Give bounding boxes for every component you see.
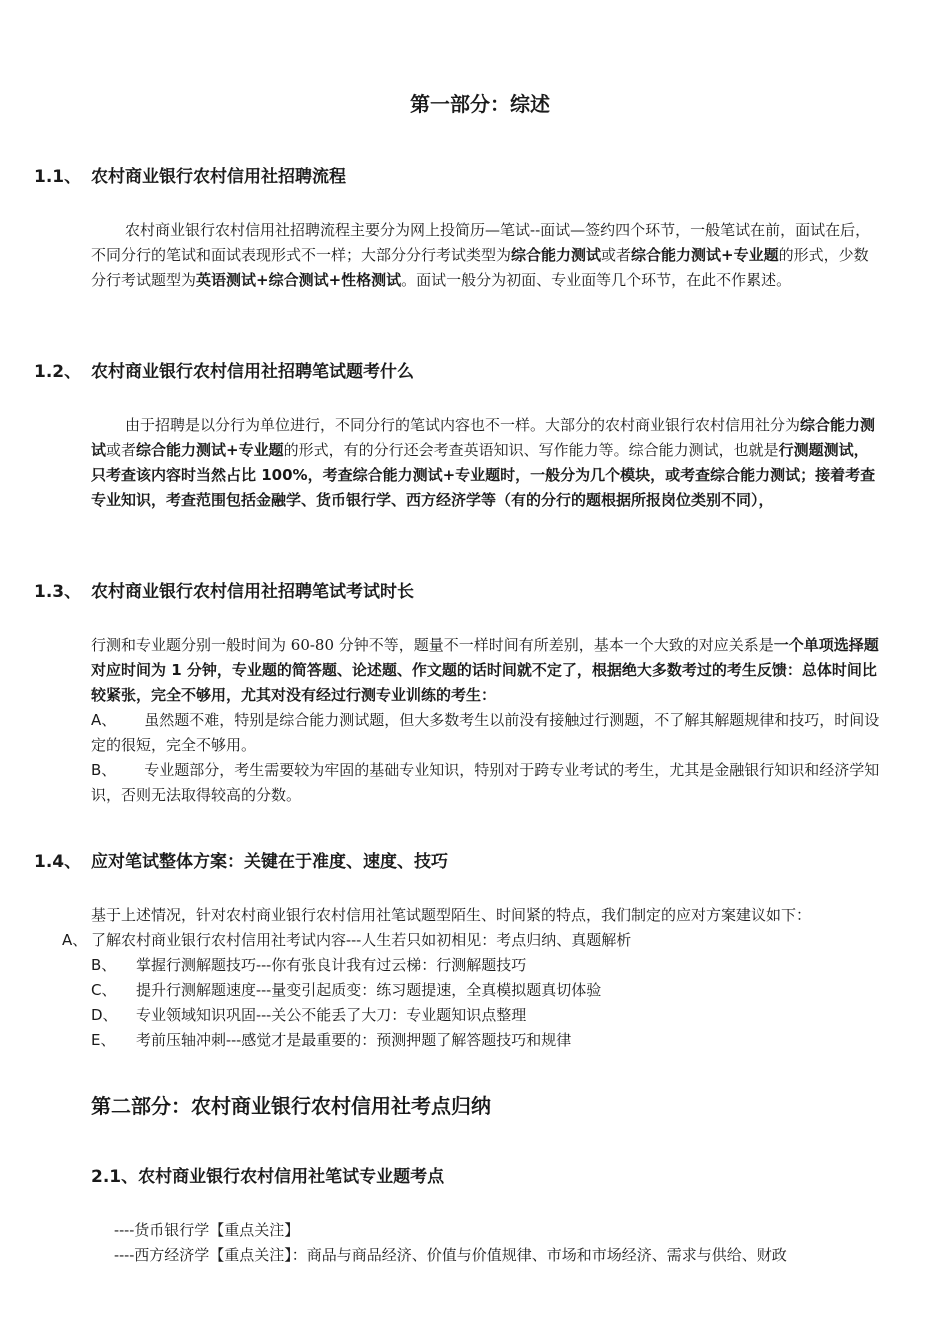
body-text: 由于招聘是以分行为单位进行，不同分行的笔试内容也不一样。大部分的农村商业银行农村信用社分为 xyxy=(125,416,801,434)
emphasis-text: 行测题测试，只考查该内容时当然占比 100%，考查综合能力测试+专业题时，一般分为几个模块，或考查综合能力测试；接着考查专业知识，考查范围包括金融学、货币银行学、西方经济学等（有的分行的题根据所报岗位类别不同）， xyxy=(91,441,876,509)
list-text: 专业题部分，考生需要较为牢固的基础专业知识，特别对于跨专业考试的考生，尤其是金融银行知识和经济学知识，否则无法取得较高的分数。 xyxy=(91,761,880,804)
body-text: 或者 xyxy=(601,246,632,264)
emphasis-text: 综合能力测试+专业题 xyxy=(631,246,779,264)
list-marker: A、 xyxy=(62,931,88,949)
list-marker: E、 xyxy=(91,1031,116,1049)
paragraph-1-4: 基于上述情况，针对农村商业银行农村信用社笔试题型陌生、时间紧的特点，我们制定的应对方案建议如下： xyxy=(91,906,812,924)
list-marker: B、 xyxy=(91,761,117,779)
section-heading-2-1: 2.1、农村商业银行农村信用社笔试专业题考点 xyxy=(91,1167,445,1187)
body-text: 或者 xyxy=(106,441,137,459)
list-text: 提升行测解题速度---量变引起质变：练习题提速，全真模拟题真切体验 xyxy=(136,981,602,999)
emphasis-text: 综合能力测试+专业题 xyxy=(136,441,284,459)
part2-title: 第二部分：农村商业银行农村信用社考点归纳 xyxy=(91,1094,491,1118)
emphasis-text: 综合能力测试 xyxy=(511,246,602,264)
list-text: 专业领域知识巩固---关公不能丢了大刀：专业题知识点整理 xyxy=(136,1006,527,1024)
list-text: 考前压轴冲刺---感觉才是最重要的：预测押题了解答题技巧和规律 xyxy=(136,1031,572,1049)
section-number: 1.3、 xyxy=(34,582,82,602)
list-marker: B、 xyxy=(91,956,117,974)
list-marker: C、 xyxy=(91,981,117,999)
section-number: 1.4、 xyxy=(34,852,82,872)
list-marker: A、 xyxy=(91,711,117,729)
body-text: 行测和专业题分别一般时间为 60-80 分钟不等，题量不一样时间有所差别，基本一个大致的对应关系是 xyxy=(91,636,774,654)
topic-line: ----西方经济学【重点关注】：商品与商品经济、价值与价值规律、市场和市场经济、需求与供给、财政 xyxy=(114,1246,787,1264)
emphasis-text: 综合能力测试 xyxy=(91,416,876,459)
paragraph-1-1 xyxy=(91,218,883,293)
list-item xyxy=(91,708,883,758)
list-text: 虽然题不难，特别是综合能力测试题，但大多数考生以前没有接触过行测题，不了解其解题规律和技巧，时间设定的很短，完全不够用。 xyxy=(91,711,880,754)
section-title: 应对笔试整体方案：关键在于准度、速度、技巧 xyxy=(91,852,448,872)
list-text: 掌握行测解题技巧---你有张良计我有过云梯：行测解题技巧 xyxy=(136,956,527,974)
section-title: 农村商业银行农村信用社招聘笔试题考什么 xyxy=(91,362,414,382)
list-marker: D、 xyxy=(91,1006,118,1024)
emphasis-text: 英语测试+综合测试+性格测试 xyxy=(196,271,402,289)
list-item xyxy=(91,758,883,808)
paragraph-1-3 xyxy=(91,633,883,708)
body-text: 的形式，少数分行考试题型为 xyxy=(91,246,869,289)
topic-line: ----货币银行学【重点关注】 xyxy=(114,1221,300,1239)
body-text: 。面试一般分为初面、专业面等几个环节，在此不作累述。 xyxy=(401,271,792,289)
section-number: 1.2、 xyxy=(34,362,82,382)
section-title: 农村商业银行农村信用社招聘流程 xyxy=(91,167,346,187)
body-text: 的形式，有的分行还会考查英语知识、写作能力等。综合能力测试，也就是 xyxy=(283,441,779,459)
paragraph-1-2 xyxy=(91,413,883,513)
section-number: 1.1、 xyxy=(34,167,82,187)
part1-title: 第一部分：综述 xyxy=(410,92,550,116)
emphasis-text: 一个单项选择题对应时间为 1 分钟，专业题的简答题、论述题、作文题的话时间就不定了，根据绝大多数考过的考生反馈：总体时间比较紧张，完全不够用，尤其对没有经过行测专业训练的考生： xyxy=(91,636,879,704)
body-text: 农村商业银行农村信用社招聘流程主要分为网上投简历—笔试--面试—签约四个环节，一般笔试在前，面试在后，不同分行的笔试和面试表现形式不一样；大部分分行考试类型为 xyxy=(91,221,871,264)
section-title: 农村商业银行农村信用社招聘笔试考试时长 xyxy=(91,582,414,602)
list-text: 了解农村商业银行农村信用社考试内容---人生若只如初相见：考点归纳、真题解析 xyxy=(91,931,632,949)
